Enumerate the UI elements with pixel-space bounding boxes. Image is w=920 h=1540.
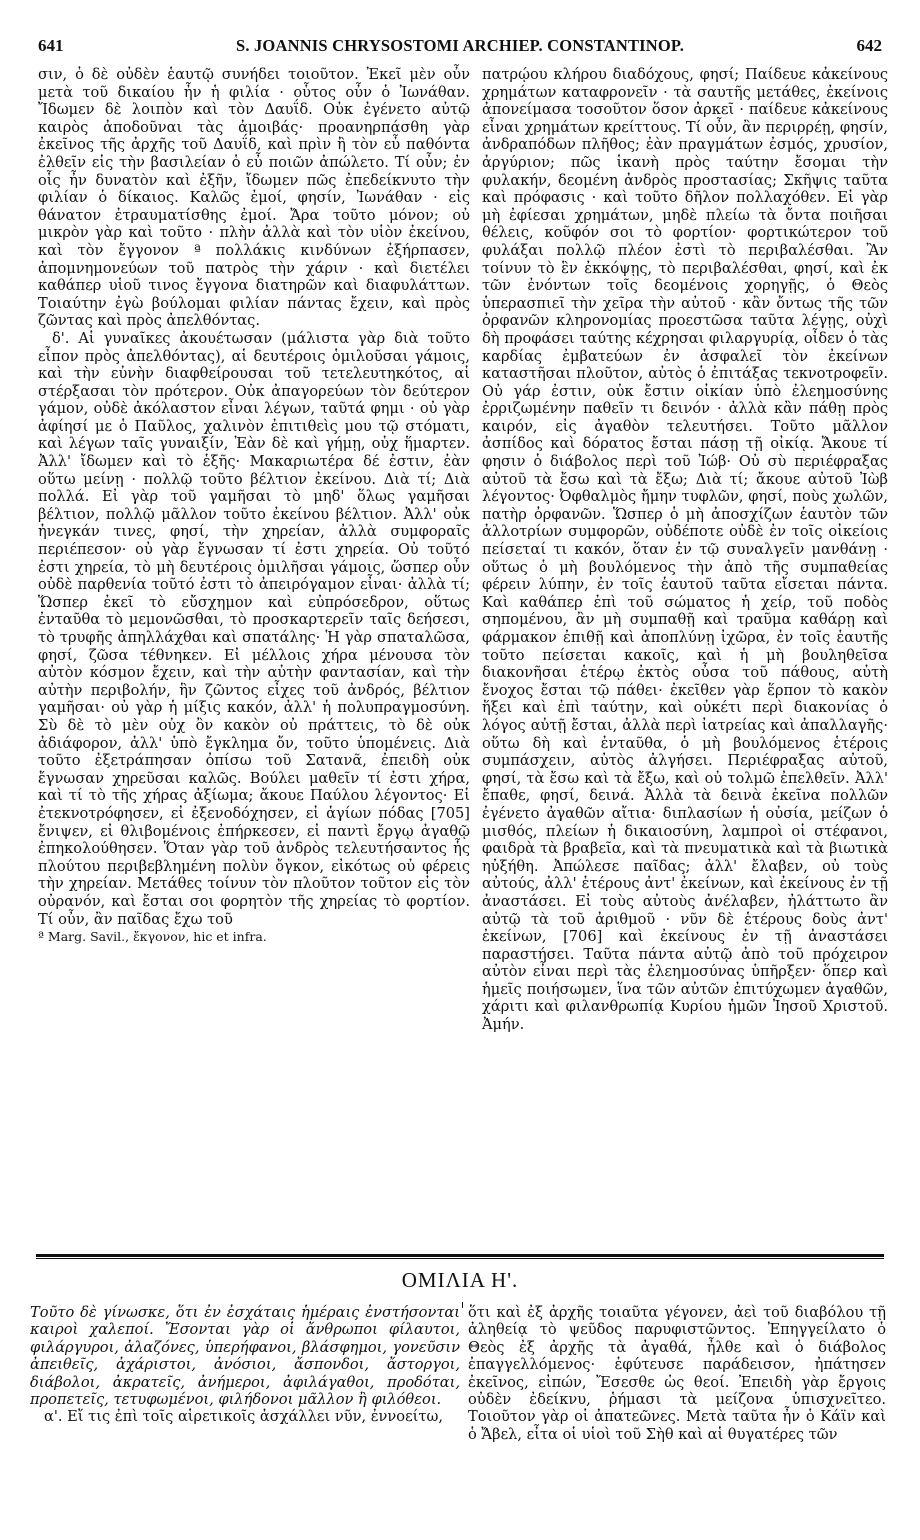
- running-header: [38, 36, 882, 62]
- homily-left-column: [30, 1304, 460, 1426]
- left-paragraph-1: σιν, ὁ δὲ οὐδὲν ἑαυτῷ συνήδει τοιοῦτον. Ἐκεῖ μὲν οὖν μετὰ τοῦ δικαίου ἦν ἡ φιλία · οὗτος οὖν ὁ Ἰωνάθαν. Ἴδωμεν δὲ λοιπὸν καὶ τὸν Δαυΐδ. Οὐκ ἐγένετο αὐτῷ καιρὸς ἀποδοῦναι τὰς ἀμοιβάς· προανηρπάσθη γὰρ ἐκεῖνος τῆς ἀρχῆς τοῦ Δαυΐδ, καὶ πρὶν ἢ τὸν εὖ παθόντα ἐλθεῖν εἰς τὴν βασιλείαν ὁ εὖ ποιῶν ἀπώλετο. Τί οὖν; ἐν οἷς ἦν δυνατὸν καὶ ἐξῆν, ἴδωμεν πῶς ἐπεδείκνυτο τὴν φιλίαν ὁ δίκαιος. Καλῶς ἐμοί, φησίν, Ἰωνάθαν · εἰς θάνατον ἐτραυματίσθης ἐμοί. Ἄρα τοῦτο μόνον; οὐ μικρὸν γὰρ καὶ τοῦτο · πλὴν ἀλλὰ καὶ τὸν υἱὸν ἐκείνου, καὶ τὸν ἔγγονον ª πολλάκις κινδύνων ἐξήρπασεν, ἀπομνημονεύων τοῦ πατρὸς τὴν χάριν · καὶ διετέλει καθάπερ υἱοῦ τινος ἔγγονα διατηρῶν καὶ διαφυλάττων. Τοιαύτην ἐγὼ βούλομαι φιλίαν πάντας ἔχειν, καὶ πρὸς ζῶντας καὶ πρὸς ἀπελθόντας.: [38, 66, 470, 330]
- page-number-left: 641: [38, 36, 64, 55]
- homily-epigraph: Τοῦτο δὲ γίνωσκε, ὅτι ἐν ἐσχάταις ἡμέραις ἐνστήσονται καιροὶ χαλεποί. Ἔσονται γὰρ οἱ ἄνθρωποι φίλαυτοι, φιλάργυροι, ἀλαζόνες, ὑπερήφανοι, βλάσφημοι, γονεῦσιν ἀπειθεῖς, ἀχάριστοι, ἀνόσιοι, ἄσπονδοι, ἄστοργοι, διάβολοι, ἀκρατεῖς, ἀνήμεροι, ἀφιλάγαθοι, προδόται, προπετεῖς, τετυφωμένοι, φιλήδονοι μᾶλλον ἢ φιλόθεοι.: [30, 1304, 460, 1409]
- running-title: S. JOANNIS CHRYSOSTOMI ARCHIEP. CONSTANTINOP.: [235, 36, 685, 55]
- homily-heading: [0, 1268, 920, 1293]
- homily-right-column: [468, 1304, 886, 1443]
- footnote: ª Marg. Savil., ἔκγονον, hic et infra.: [38, 929, 267, 945]
- page-number-right: 642: [856, 36, 882, 55]
- column-divider-tick: [462, 1302, 463, 1308]
- homily-left-paragraph: α'. Εἴ τις ἐπὶ τοῖς αἱρετικοῖς ἀσχάλλει νῦν, ἐννοείτω,: [44, 1408, 443, 1426]
- homily-title: ΟΜΙΛΙΑ Η'.: [401, 1268, 519, 1292]
- right-paragraph-1: πατρῴου κλήρου διαδόχους, φησί; Παίδευε κἀκείνους χρημάτων καταφρονεῖν · τὰ σαυτῆς μετάθες, ἐκείνοις ἀπονείμασα τοσοῦτον ὅσον ἀρκεῖ · παίδευε κἀκείνους εἶναι χρημάτων κρείττους. Τί οὖν, ἂν περιρρέῃ, φησίν, ἀνδραπόδων πλῆθος; ἐὰν πραγμάτων ἐσμός, χρυσίον, ἀργύριον; πῶς ἱκανὴ πρὸς ταύτην ἔσομαι τὴν φυλακήν, δεομένη ἀνδρὸς προστασίας; Σκῆψις ταῦτα καὶ πρόφασις · καὶ τοῦτο δῆλον πολλαχόθεν. Εἰ γὰρ μὴ ἐφίεσαι χρημάτων, μηδὲ πλείω τὰ ὄντα ποιῆσαι θέλεις, κοῦφόν σοι τὸ φορτίον· φορτικώτερον τοῦ φυλάξαι πολλῷ πλέον ἐστὶ τὸ περιβαλέσθαι. Ἂν τοίνυν τὸ ἓν ἐκκόψῃς, τὸ περιβαλέσθαι, φησί, καὶ ἐκ τῶν ἐνόντων τοῖς δεομένοις χορηγῇς, ὁ Θεὸς ὑπερασπιεῖ τὴν χεῖρα τὴν αὐτοῦ · κἂν ὄντως τῆς τῶν ὀρφανῶν κληρονομίας προεστῶσα ταῦτα λέγῃς, οὐχὶ δὴ προφάσει ταύτης κέχρησαι φιλαργυρίᾳ, οἶδεν ὁ τὰς καρδίας ἐμβατεύων ἐν ἀσφαλεῖ τὸν ἐκείνων καταστῆσαι πλοῦτον, αὐτὸς ὁ ἐπιτάξας τεκνοτροφεῖν. Οὐ γάρ ἐστιν, οὐκ ἔστιν οἰκίαν ὑπὸ ἐλεημοσύνης ἐρριζωμένην παθεῖν τι δεινόν · ἀλλὰ κἂν πάθῃ πρὸς καιρόν, εἰς ἀγαθὸν τελευτήσει. Τοῦτο μᾶλλον ἀσπίδος καὶ δόρατος ἔσται πάσῃ τῇ οἰκίᾳ. Ἄκουε τί φησιν ὁ διάβολος περὶ τοῦ Ἰώβ· Οὐ σὺ περιέφραξας αὐτοῦ τὰ ἔσω καὶ τὰ ἔξω; Διὰ τί; ἄκουε αὐτοῦ Ἰὼβ λέγοντος· Ὀφθαλμὸς ἤμην τυφλῶν, φησί, ποὺς χωλῶν, πατὴρ ὀρφανῶν. Ὥσπερ ὁ μὴ ἀποσχίζων ἑαυτὸν τῶν ἀλλοτρίων συμφορῶν, οὐδέποτε οὐδὲ ἐν τοῖς οἰκείοις πείσεταί τι κακόν, ὅταν ἐν τῷ συναλγεῖν μανθάνῃ · οὕτως ὁ μὴ βουλόμενος τὴν ἀπὸ τῆς συμπαθείας φέρειν λύπην, ἐν τοῖς ἑαυτοῦ ταῦτα εἴσεται πάντα. Καὶ καθάπερ ἐπὶ τοῦ σώματος ἡ χείρ, τοῦ ποδὸς σηπομένου, ἂν μὴ συμπαθῇ καὶ τραῦμα καθάρῃ καὶ φάρμακον ἐπιθῇ καὶ ἀποπλύνῃ ἰχῶρα, ἐν τοῖς ἑαυτῆς τοῦτο πείσεται κακοῖς, καὶ ἡ μὴ βουληθεῖσα διακονῆσαι ἑτέρῳ ἐκτὸς οὖσα τοῦ πάθους, αὐτὴ ἔνοχος ἔσται τῷ πάθει· ἐκεῖθεν γὰρ ἕρπον τὸ κακὸν ἥξει καὶ ἐπὶ ταύτην, καὶ οὐκέτι περὶ διακονίας ὁ λόγος αὐτῇ ἔσται, ἀλλὰ περὶ ἰατρείας καὶ ἀπαλλαγῆς· οὕτω δὴ καὶ ἐνταῦθα, ὁ μὴ βουλόμενος ἑτέροις συμπάσχειν, αὐτὸς ἀλγήσει. Περιέφραξας αὐτοῦ, φησί, τὰ ἔσω καὶ τὰ ἔξω, καὶ οὐ τολμῶ ἐπελθεῖν. Ἀλλ' ἔπαθε, φησί, δεινά. Ἀλλὰ τὰ δεινὰ ἐκεῖνα πολλῶν ἐγένετο ἀγαθῶν αἴτια· διπλασίων ἡ οὐσία, μείζων ὁ μισθός, πλείων ἡ δικαιοσύνη, λαμπροὶ οἱ στέφανοι, φαιδρὰ τὰ βραβεῖα, καὶ τὰ πνευματικὰ καὶ τὰ βιωτικὰ ηὐξήθη. Ἀπώλεσε παῖδας; ἀλλ' ἔλαβεν, οὐ τοὺς αὐτούς, ἀλλ' ἑτέρους ἀντ' ἐκείνων, καὶ ἐκείνους ἐν τῇ ἀναστάσει. Εἰ τοὺς αὐτοὺς ἀνέλαβεν, ἠλάττωτο ἂν αὐτῷ τὰ τοῦ ἀριθμοῦ · νῦν δὲ ἑτέρους δοὺς ἀντ' ἐκείνων, [706] καὶ ἐκείνους ἐν τῇ ἀναστάσει παραστήσει. Ταῦτα πάντα αὐτῷ ἀπὸ τοῦ πρόχειρον αὐτὸν εἶναι περὶ τὰς ἐλεημοσύνας ὑπῆρξεν· ὅπερ καὶ ἡμεῖς ποιήσωμεν, ἵνα τῶν αὐτῶν ἐπιτύχωμεν ἀγαθῶν, χάριτι καὶ φιλανθρωπίᾳ Κυρίου ἡμῶν Ἰησοῦ Χριστοῦ. Ἀμήν.: [482, 66, 888, 1034]
- left-column: [38, 66, 470, 946]
- section-divider-thin: [36, 1258, 884, 1259]
- section-divider-thick: [36, 1254, 884, 1257]
- right-column: [482, 66, 888, 1034]
- homily-right-paragraph: ὅτι καὶ ἐξ ἀρχῆς τοιαῦτα γέγονεν, ἀεὶ τοῦ διαβόλου τῇ ἀληθείᾳ τὸ ψεῦδος παρυφιστῶντος. Ἐπηγγείλατο ὁ Θεὸς ἐξ ἀρχῆς τὰ ἀγαθά, ἦλθε καὶ ὁ διάβολος ἐπαγγελλόμενος· ἐφύτευσε παράδεισον, ἠπάτησεν ἐκεῖνος, εἰπών, Ἔσεσθε ὡς θεοί. Ἐπειδὴ γὰρ ἔργοις οὐδὲν ἐδείκνυ, ῥήμασι τὰ μείζονα ὑπισχνεῖτεο. Τοιοῦτον γὰρ οἱ ἀπατεῶνες. Μετὰ ταῦτα ἦν ὁ Κάϊν καὶ ὁ Ἄβελ, εἶτα οἱ υἱοὶ τοῦ Σὴθ καὶ αἱ θυγατέρες τῶν: [468, 1304, 886, 1443]
- left-paragraph-2: δ'. Αἱ γυναῖκες ἀκουέτωσαν (μάλιστα γὰρ διὰ τοῦτο εἶπον πρὸς ἀπελθόντας), αἱ δευτέροις ὁμιλοῦσαι γάμοις, καὶ τὴν εὐνὴν διαφθείρουσαι τοῦ τετελευτηκότος, αἱ στέρξασαι τὸν πρότερον. Οὐκ ἀπαγορεύων τὸν δεύτερον γάμον, οὐδὲ ἀκόλαστον εἶναι λέγων, ταῦτά φημι · οὐ γὰρ ἀφίησί με ὁ Παῦλος, χαλινὸν ἐπιτιθεὶς μου τῷ στόματι, καὶ λέγων ταῖς γυναιξίν, Ἐὰν δὲ καὶ γήμῃ, οὐχ ἥμαρτεν. Ἀλλ' ἴδωμεν καὶ τὸ ἑξῆς· Μακαριωτέρα δέ ἐστιν, ἐὰν οὕτω μείνῃ · πολλῷ τοῦτο βέλτιον ἐκείνου. Διὰ τί; Διὰ πολλά. Εἰ γὰρ τοῦ γαμῆσαι τὸ μηδ' ὅλως γαμῆσαι βέλτιον, πολλῷ μᾶλλον τοῦτο ἐκείνου βέλτιον. Ἀλλ' οὐκ ἠνεγκάν τινες, φησί, τὴν χηρείαν, ἀλλὰ συμφοραῖς περιέπεσον· οὐ γὰρ ἔγνωσαν τί ἐστι χηρεία. Οὐ τοῦτό ἐστι χηρεία, τὸ μὴ δευτέροις ὁμιλῆσαι γάμοις, ὥσπερ οὖν οὐδὲ παρθενία τοῦτό ἐστι τὸ ἀπειρόγαμον εἶναι· ἀλλὰ τί; Ὥσπερ ἐκεῖ τὸ εὔσχημον καὶ εὐπρόσεδρον, οὕτως ἐνταῦθα τὸ μεμονῶσθαι, τὸ προσκαρτερεῖν ταῖς δεήσεσι, τὸ τρυφῆς ἀπηλλάχθαι καὶ σπατάλης· Ἡ γὰρ σπαταλῶσα, φησί, ζῶσα τέθνηκεν. Εἰ μέλλοις χήρα μένουσα τὸν αὐτὸν κόσμον ἔχειν, καὶ τὴν αὐτὴν φαντασίαν, καὶ τὴν αὐτὴν περιβολήν, ἣν ζῶντος εἶχες τοῦ ἀνδρός, βέλτιον γαμῆσαι· οὐ γὰρ ἡ μίξις κακόν, ἀλλ' ἡ πολυπραγμοσύνη. Σὺ δὲ τὸ μὲν οὐχ ὂν κακὸν οὐ πράττεις, τὸ δὲ οὐκ ἀδιάφορον, ἀλλ' ὑπὸ ἔγκλημα ὄν, τοῦτο ὑπομένεις. Διὰ τοῦτο ἐξετράπησαν ὀπίσω τοῦ Σατανᾶ, ἐπειδὴ οὐκ ἔγνωσαν χηρεῦσαι καλῶς. Βούλει μαθεῖν τί ἐστι χήρα, καὶ τί τὸ τῆς χήρας ἀξίωμα; ἄκουε Παύλου λέγοντος· Εἰ ἐτεκνοτρόφησεν, εἰ ἐξενοδόχησεν, εἰ ἁγίων πόδας [705] ἔνιψεν, εἰ θλιβομένοις ἐπήρκεσεν, εἰ παντὶ ἔργῳ ἀγαθῷ ἐπηκολούθησεν. Ὅταν γὰρ τοῦ ἀνδρὸς τελευτήσαντος ἧς πλούτου περιβεβλημένη πολὺν ὄγκον, εἰκότως οὐ φέρεις τὴν χηρείαν. Μετάθες τοίνυν τὸν πλοῦτον τοῦτον εἰς τὸν οὐρανόν, καὶ ἔσται σοι φορητὸν τῆς χηρείας τὸ φορτίον. Τί οὖν, ἂν παῖδας ἔχω τοῦ: [38, 329, 470, 928]
